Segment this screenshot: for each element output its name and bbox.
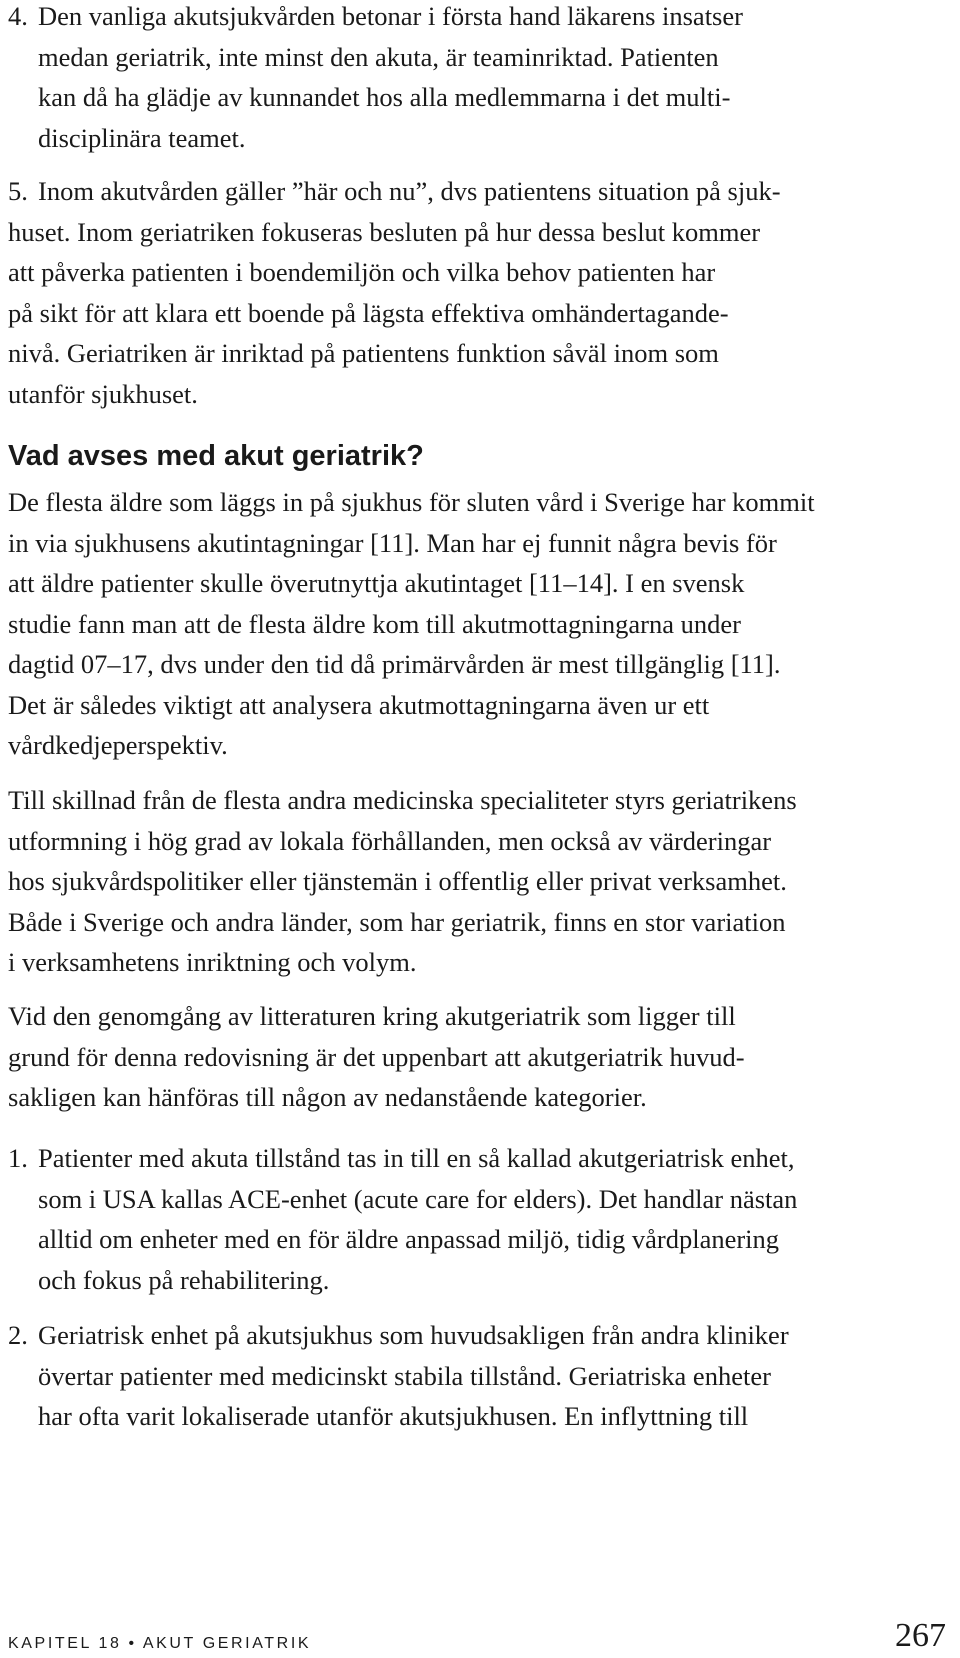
line: och fokus på rehabilitering. [38, 1264, 330, 1295]
line: övertar patienter med medicinskt stabila tillstånd. Geriatriska enheter [38, 1360, 771, 1391]
section-heading: Vad avses med akut geriatrik? [8, 440, 424, 472]
line: som i USA kallas ACE-enhet (acute care for elders). Det handlar nästan [38, 1183, 798, 1214]
line: vårdkedjeperspektiv. [8, 730, 228, 760]
line: utformning i hög grad av lokala förhållanden, men också av värderingar [8, 825, 772, 856]
line: i verksamhetens inriktning och volym. [8, 947, 417, 977]
list-number: 4. [8, 1, 28, 31]
line: utanför sjukhuset. [8, 378, 198, 409]
page-footer [8, 1614, 946, 1654]
list-number: 1. [8, 1143, 28, 1173]
line: medan geriatrik, inte minst den akuta, är teaminriktad. Patienten [38, 41, 719, 72]
line: Geriatrisk enhet på akutsjukhus som huvudsakligen från andra kliniker [38, 1320, 789, 1350]
line: in via sjukhusens akutintagningar [11]. Man har ej funnit några bevis för [8, 527, 777, 558]
line: huset. Inom geriatriken fokuseras besluten på hur dessa beslut kommer [8, 216, 761, 247]
line: De flesta äldre som läggs in på sjukhus för sluten vård i Sverige har kommit [8, 487, 815, 517]
line: grund för denna redovisning är det uppenbart att akutgeriatrik huvud- [8, 1041, 745, 1072]
line: sakligen kan hänföras till någon av nedanstående kategorier. [8, 1082, 647, 1112]
line: på sikt för att klara ett boende på lägsta effektiva omhändertagande- [8, 297, 729, 328]
line: Inom akutvården gäller ”här och nu”, dvs patientens situation på sjuk- [38, 176, 781, 206]
paragraph [8, 482, 918, 766]
paragraph [8, 780, 918, 983]
list-item-5 [8, 171, 938, 414]
line: att äldre patienter skulle överutnyttja akutintaget [11–14]. I en svensk [8, 568, 745, 598]
line: dagtid 07–17, dvs under den tid då primärvården är mest tillgänglig [11]. [8, 649, 781, 679]
line: studie fann man att de flesta äldre kom till akutmottagningarna under [8, 608, 741, 639]
line: Både i Sverige och andra länder, som har geriatrik, finns en stor variation [8, 906, 786, 937]
line: kan då ha glädje av kunnandet hos alla medlemmarna i det multi- [38, 82, 731, 112]
list-number: 5. [8, 176, 28, 206]
line: alltid om enheter med en för äldre anpassad miljö, tidig vårdplanering [38, 1224, 780, 1254]
paragraph [8, 996, 918, 1118]
line: hos sjukvårdspolitiker eller tjänstemän i offentlig eller privat verksamhet. [8, 866, 787, 896]
line: Till skillnad från de flesta andra medicinska specialiteter styrs geriatrikens [8, 785, 797, 815]
line: har ofta varit lokaliserade utanför akutsjukhusen. En inflyttning till [38, 1401, 749, 1431]
page-number: 267 [895, 1617, 946, 1654]
line: Vid den genomgång av litteraturen kring akutgeriatrik som ligger till [8, 1001, 736, 1031]
list-item-4 [8, 0, 938, 158]
line: disciplinära teamet. [38, 122, 246, 153]
line: Den vanliga akutsjukvården betonar i första hand läkarens insatser [38, 1, 743, 31]
line: Det är således viktigt att analysera akutmottagningarna även ur ett [8, 689, 710, 720]
line: nivå. Geriatriken är inriktad på patientens funktion såväl inom som [8, 338, 719, 368]
line: Patienter med akuta tillstånd tas in till en så kallad akutgeriatrisk enhet, [38, 1143, 795, 1173]
line: att påverka patienten i boendemiljön och vilka behov patienten har [8, 257, 716, 287]
list-item-2 [8, 1315, 938, 1437]
running-footer-chapter: KAPITEL 18 • AKUT GERIATRIK [8, 1635, 312, 1652]
list-number: 2. [8, 1320, 28, 1350]
list-item-1 [8, 1138, 938, 1300]
